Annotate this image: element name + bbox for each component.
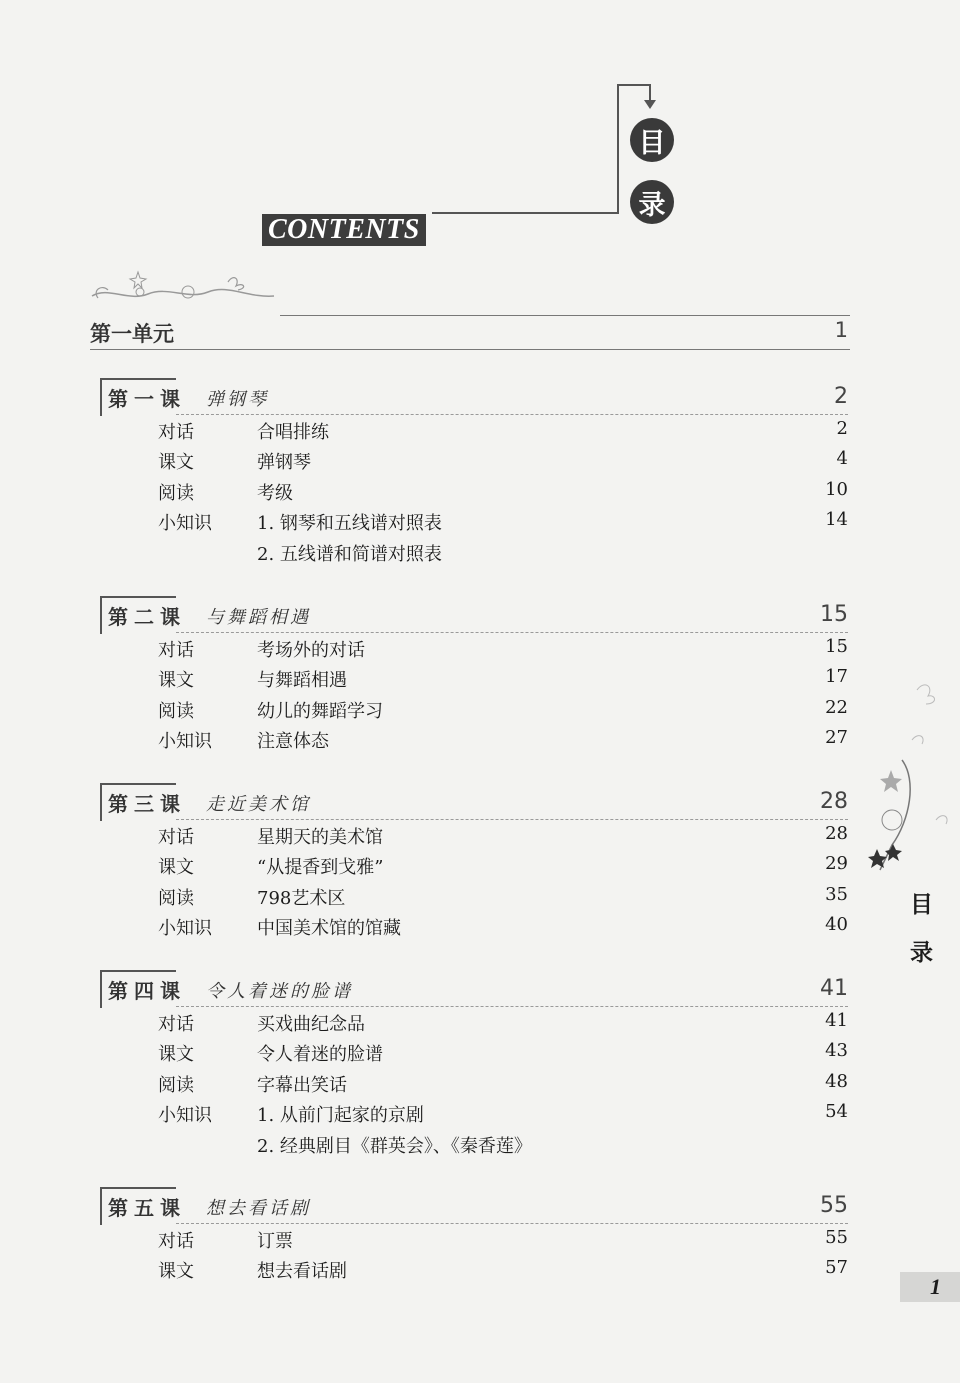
toc-entry[interactable] (0, 540, 960, 570)
entry-title: 合唱排练 (257, 422, 329, 443)
entry-page: 29 (825, 853, 848, 874)
entry-title: 1. 钢琴和五线谱对照表 (257, 513, 442, 534)
toc-entry[interactable] (0, 1071, 960, 1101)
entry-page: 17 (825, 666, 848, 687)
entry-title: 幼儿的舞蹈学习 (257, 701, 383, 722)
entry-title: 令人着迷的脸谱 (257, 1044, 383, 1065)
divider-line (90, 349, 850, 350)
entry-kind: 对话 (158, 422, 194, 443)
side-tab-char-mu: 目 (910, 892, 933, 918)
entry-kind: 对话 (158, 640, 194, 661)
entry-page: 57 (825, 1257, 848, 1278)
entry-page: 43 (825, 1040, 848, 1061)
dashed-divider (176, 1006, 848, 1007)
entry-kind: 小知识 (158, 731, 212, 752)
entry-kind: 阅读 (158, 1075, 194, 1096)
dashed-divider (176, 414, 848, 415)
lesson-number: 第三课 (108, 792, 186, 816)
entry-title: “从提香到戈雅” (257, 857, 384, 878)
dashed-divider (176, 632, 848, 633)
unit-title: 第一单元 (90, 322, 174, 346)
entry-page: 41 (825, 1010, 848, 1031)
side-tab-char-lu: 录 (910, 940, 933, 966)
entry-title: 798艺术区 (257, 888, 346, 909)
unit-page-number: 1 (834, 318, 848, 342)
lesson-page-number: 41 (820, 976, 848, 1001)
lesson-page-number: 55 (820, 1193, 848, 1218)
entry-title: 与舞蹈相遇 (257, 670, 347, 691)
entry-title: 星期天的美术馆 (257, 827, 383, 848)
entry-kind: 阅读 (158, 483, 194, 504)
entry-page: 48 (825, 1071, 848, 1092)
dashed-divider (176, 819, 848, 820)
contents-label: CONTENTS (262, 214, 426, 246)
lesson-title[interactable]: 弹钢琴 (206, 389, 269, 410)
toc-entry[interactable] (0, 448, 960, 478)
divider-line (280, 315, 850, 316)
entry-title: 2. 五线谱和简谱对照表 (257, 544, 442, 565)
entry-page: 10 (825, 479, 848, 500)
header-connector-line (617, 84, 619, 214)
lesson-number: 第二课 (108, 605, 186, 629)
lesson-number: 第四课 (108, 979, 186, 1003)
entry-page: 14 (825, 509, 848, 530)
toc-entry[interactable] (0, 509, 960, 539)
entry-title: 买戏曲纪念品 (257, 1014, 365, 1035)
toc-entry[interactable] (0, 697, 960, 727)
entry-kind: 课文 (158, 452, 194, 473)
lesson-page-number: 15 (820, 602, 848, 627)
entry-page: 55 (825, 1227, 848, 1248)
entry-page: 40 (825, 914, 848, 935)
entry-title: 注意体态 (257, 731, 329, 752)
toc-entry[interactable] (0, 1257, 960, 1287)
entry-kind: 对话 (158, 1014, 194, 1035)
toc-entry[interactable] (0, 1101, 960, 1131)
toc-entry[interactable] (0, 666, 960, 696)
page-number: 1 (930, 1274, 941, 1299)
entry-kind: 阅读 (158, 701, 194, 722)
entry-kind: 小知识 (158, 918, 212, 939)
entry-page: 27 (825, 727, 848, 748)
floral-star-ornament-icon (862, 670, 954, 880)
entry-page: 4 (836, 448, 848, 469)
entry-title: 想去看话剧 (257, 1261, 347, 1282)
toc-entry[interactable] (0, 853, 960, 883)
toc-entry[interactable] (0, 1132, 960, 1162)
entry-title: 字幕出笑话 (257, 1075, 347, 1096)
entry-title: 弹钢琴 (257, 452, 311, 473)
entry-page: 15 (825, 636, 848, 657)
lesson-number: 第一课 (108, 387, 186, 411)
entry-title: 考场外的对话 (257, 640, 365, 661)
toc-entry[interactable] (0, 636, 960, 666)
arrow-down-icon (644, 100, 656, 109)
entry-page: 54 (825, 1101, 848, 1122)
lesson-title[interactable]: 令人着迷的脸谱 (206, 981, 353, 1002)
entry-kind: 课文 (158, 857, 194, 878)
header-char-mu: 目 (630, 118, 674, 162)
lesson-number: 第五课 (108, 1196, 186, 1220)
entry-kind: 小知识 (158, 513, 212, 534)
toc-entry[interactable] (0, 418, 960, 448)
toc-entry[interactable] (0, 884, 960, 914)
entry-title: 2. 经典剧目《群英会》、《秦香莲》 (257, 1136, 532, 1157)
lesson-page-number: 28 (820, 789, 848, 814)
floral-ornament-icon (88, 268, 278, 310)
toc-entry[interactable] (0, 914, 960, 944)
entry-kind: 对话 (158, 1231, 194, 1252)
entry-kind: 对话 (158, 827, 194, 848)
toc-entry[interactable] (0, 1227, 960, 1257)
header-char-lu: 录 (630, 180, 674, 224)
entry-kind: 课文 (158, 670, 194, 691)
entry-page: 35 (825, 884, 848, 905)
entry-page: 22 (825, 697, 848, 718)
entry-kind: 小知识 (158, 1105, 212, 1126)
entry-title: 1. 从前门起家的京剧 (257, 1105, 424, 1126)
lesson-title[interactable]: 走近美术馆 (206, 794, 311, 815)
lesson-title[interactable]: 与舞蹈相遇 (206, 607, 311, 628)
lesson-title[interactable]: 想去看话剧 (206, 1198, 311, 1219)
entry-page: 28 (825, 823, 848, 844)
entry-title: 中国美术馆的馆藏 (257, 918, 401, 939)
entry-kind: 课文 (158, 1044, 194, 1065)
dashed-divider (176, 1223, 848, 1224)
entry-kind: 阅读 (158, 888, 194, 909)
toc-entry[interactable] (0, 1040, 960, 1070)
header-connector-line (432, 212, 619, 214)
toc-entry[interactable] (0, 1010, 960, 1040)
entry-page: 2 (836, 418, 848, 439)
toc-entry[interactable] (0, 727, 960, 757)
toc-entry[interactable] (0, 479, 960, 509)
entry-title: 考级 (257, 483, 293, 504)
lesson-page-number: 2 (834, 384, 848, 409)
entry-title: 订票 (257, 1231, 293, 1252)
entry-kind: 课文 (158, 1261, 194, 1282)
toc-entry[interactable] (0, 823, 960, 853)
header-connector-line (617, 84, 651, 86)
